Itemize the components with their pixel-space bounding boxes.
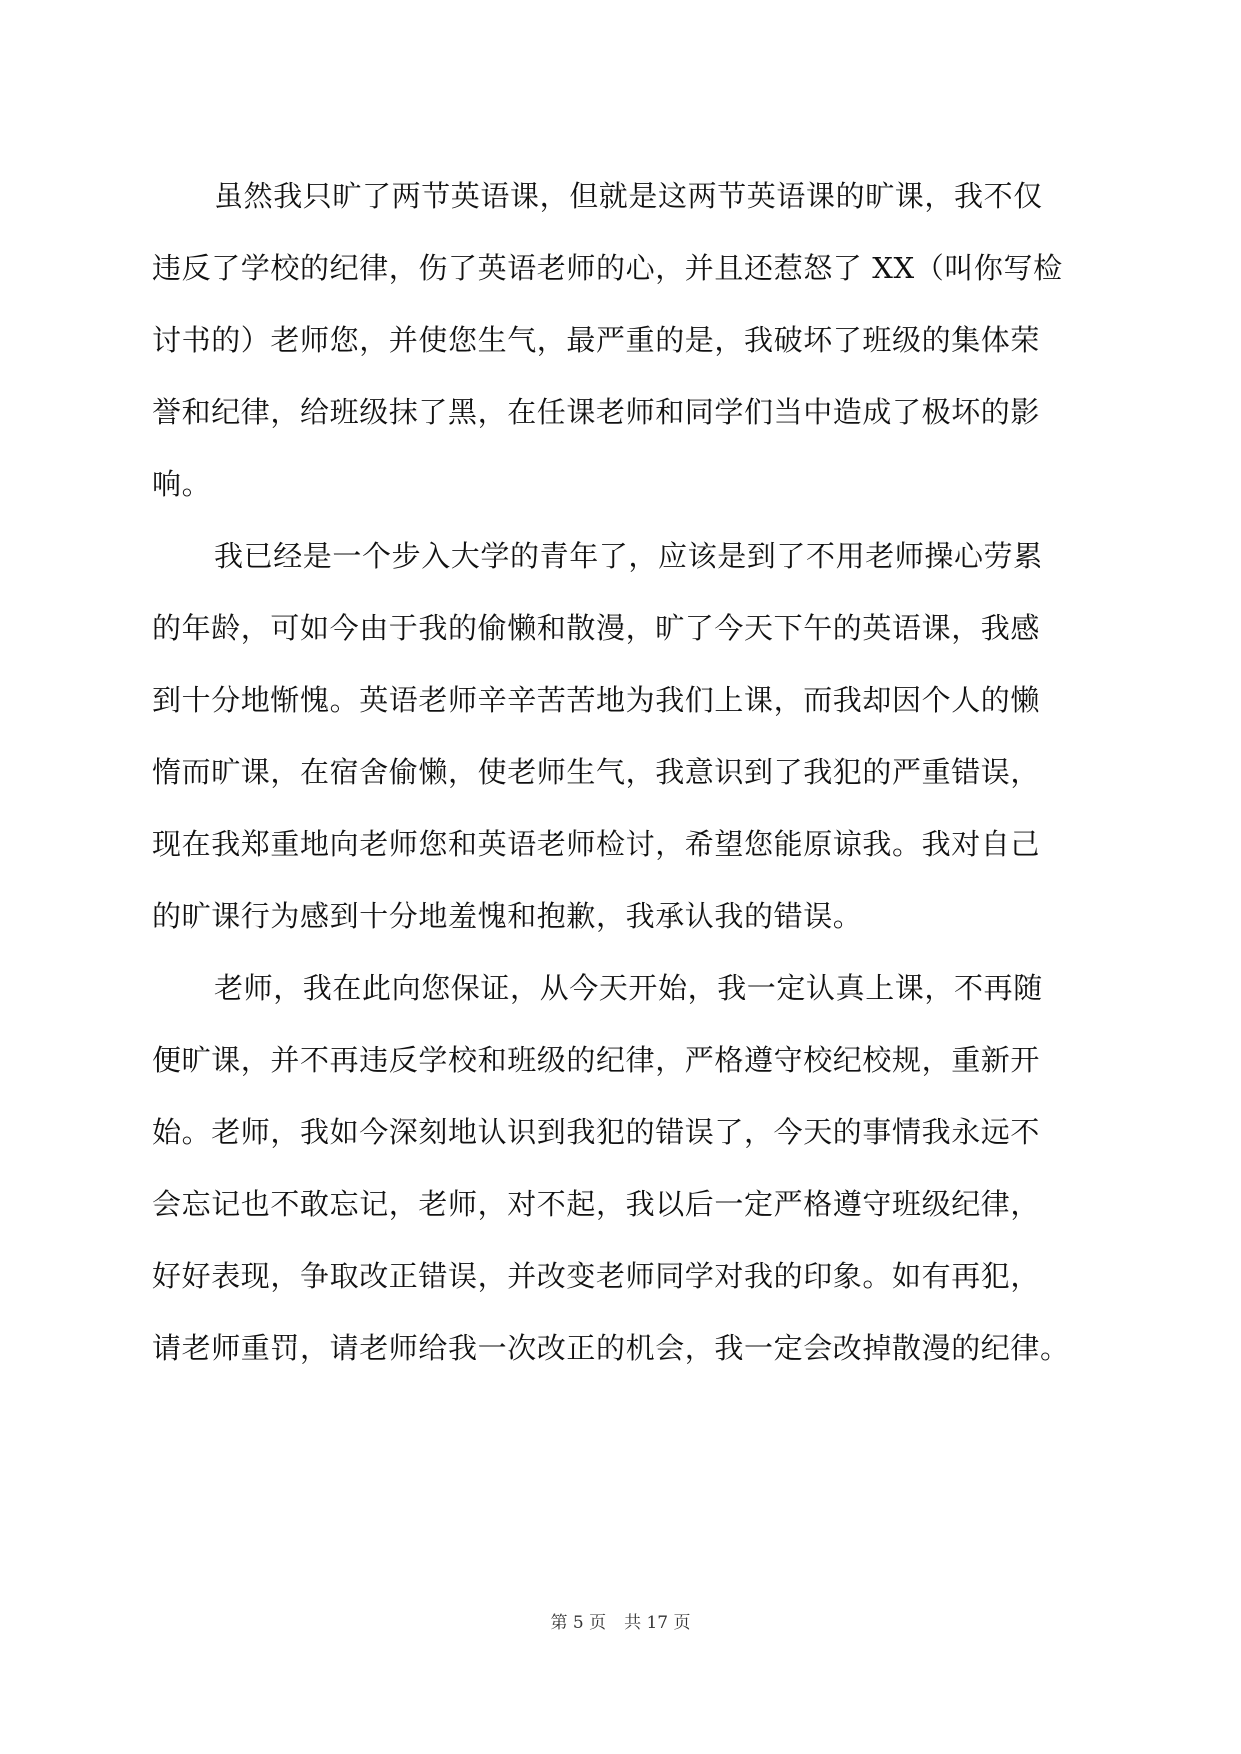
paragraph-line: 始。老师，我如今深刻地认识到我犯的错误了，今天的事情我永远不 xyxy=(152,1115,1041,1149)
paragraph-line: 誉和纪律，给班级抹了黑，在任课老师和同学们当中造成了极坏的影 xyxy=(152,395,1041,429)
paragraph-line: 的旷课行为感到十分地羞愧和抱歉，我承认我的错误。 xyxy=(152,899,863,933)
paragraph-line: 讨书的）老师您，并使您生气，最严重的是，我破坏了班级的集体荣 xyxy=(152,323,1041,357)
paragraph-1 xyxy=(152,160,1092,520)
document-body xyxy=(152,160,1092,1384)
page-footer xyxy=(0,1608,1241,1633)
paragraph-line: 请老师重罚，请老师给我一次改正的机会，我一定会改掉散漫的纪律。 xyxy=(152,1331,1070,1365)
paragraph-line: 好好表现，争取改正错误，并改变老师同学对我的印象。如有再犯， xyxy=(152,1259,1041,1293)
paragraph-line: 的年龄，可如今由于我的偷懒和散漫，旷了今天下午的英语课，我感 xyxy=(152,611,1041,645)
paragraph-line: 老师，我在此向您保证，从今天开始，我一定认真上课，不再随 xyxy=(214,971,1043,1005)
page-number-total: 共 17 页 xyxy=(624,1613,691,1633)
paragraph-2 xyxy=(152,520,1092,952)
paragraph-line: 到十分地惭愧。英语老师辛辛苦苦地为我们上课，而我却因个人的懒 xyxy=(152,683,1041,717)
paragraph-3 xyxy=(152,952,1092,1384)
paragraph-line: 虽然我只旷了两节英语课，但就是这两节英语课的旷课，我不仅 xyxy=(214,179,1043,213)
paragraph-line: 现在我郑重地向老师您和英语老师检讨，希望您能原谅我。我对自己 xyxy=(152,827,1041,861)
paragraph-line: 会忘记也不敢忘记，老师，对不起，我以后一定严格遵守班级纪律， xyxy=(152,1187,1041,1221)
paragraph-line: 违反了学校的纪律，伤了英语老师的心，并且还惹怒了 XX（叫你写检 xyxy=(152,251,1063,285)
paragraph-line: 惰而旷课，在宿舍偷懒，使老师生气，我意识到了我犯的严重错误， xyxy=(152,755,1041,789)
paragraph-line: 便旷课，并不再违反学校和班级的纪律，严格遵守校纪校规，重新开 xyxy=(152,1043,1041,1077)
page-number-current: 第 5 页 xyxy=(550,1613,607,1633)
paragraph-line: 我已经是一个步入大学的青年了，应该是到了不用老师操心劳累 xyxy=(214,539,1043,573)
paragraph-line: 响。 xyxy=(152,467,212,501)
